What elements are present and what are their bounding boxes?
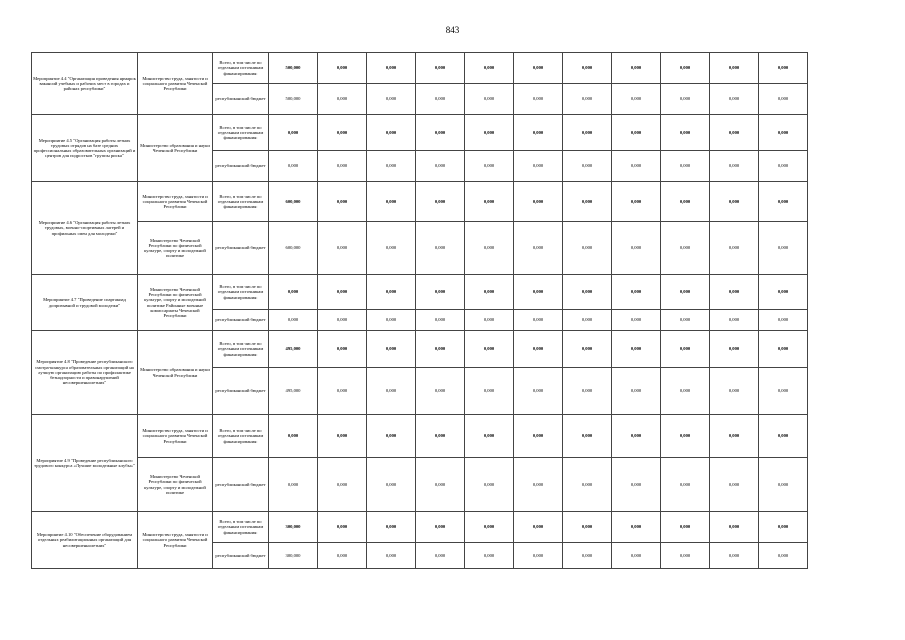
funding-total-label: Всего, в том числе по отдельным источникам финансирования: — [213, 115, 269, 151]
budget-value: 0,000 — [759, 84, 808, 115]
total-value: 0,000 — [563, 275, 612, 310]
budget-value: 0,000 — [661, 458, 710, 512]
event-total-row — [32, 182, 808, 222]
total-value: 0,000 — [367, 331, 416, 368]
total-value: 0,000 — [416, 115, 465, 151]
budget-value: 0,000 — [318, 368, 367, 415]
budget-value: 0,000 — [612, 84, 661, 115]
total-value: 0,000 — [465, 182, 514, 222]
total-value: 0,000 — [416, 331, 465, 368]
funding-total-label: Всего, в том числе по отдельным источникам финансирования: — [213, 512, 269, 543]
total-value: 0,000 — [661, 512, 710, 543]
budget-value: 0,000 — [759, 310, 808, 331]
executor: Министерство образования и науки Чеченской Республики — [138, 115, 213, 182]
budget-value: 0,000 — [465, 84, 514, 115]
total-value: 0,000 — [318, 512, 367, 543]
budget-value: 0,000 — [416, 222, 465, 275]
budget-value: 0,000 — [563, 151, 612, 182]
budget-value: 0,000 — [612, 458, 661, 512]
budget-value: 0,000 — [710, 151, 759, 182]
budget-value: 300,000 — [269, 543, 318, 569]
total-value: 0,000 — [318, 53, 367, 84]
total-value: 0,000 — [612, 53, 661, 84]
total-value: 0,000 — [367, 415, 416, 458]
total-value: 0,000 — [465, 53, 514, 84]
total-value: 0,000 — [563, 512, 612, 543]
funding-budget-label: республиканский бюджет — [213, 222, 269, 275]
budget-value: 0,000 — [612, 368, 661, 415]
budget-value: 0,000 — [367, 151, 416, 182]
total-value: 0,000 — [514, 53, 563, 84]
event-total-row — [32, 331, 808, 368]
total-value: 0,000 — [612, 331, 661, 368]
budget-value: 0,000 — [367, 543, 416, 569]
budget-value: 0,000 — [563, 222, 612, 275]
budget-value: 0,000 — [367, 222, 416, 275]
total-value: 0,000 — [367, 182, 416, 222]
budget-value: 0,000 — [563, 543, 612, 569]
budget-value: 0,000 — [759, 151, 808, 182]
total-value: 0,000 — [514, 182, 563, 222]
budget-value: 0,000 — [318, 310, 367, 331]
funding-budget-label: республиканский бюджет — [213, 151, 269, 182]
total-value: 0,000 — [269, 415, 318, 458]
executor: Министерство Чеченской Республики по физической культуре, спорту и молодежной политике — [138, 458, 213, 512]
total-value: 0,000 — [563, 182, 612, 222]
total-value: 0,000 — [465, 331, 514, 368]
total-value: 0,000 — [465, 115, 514, 151]
budget-value: 0,000 — [465, 222, 514, 275]
total-value: 0,000 — [318, 182, 367, 222]
total-value: 0,000 — [563, 53, 612, 84]
budget-value: 0,000 — [514, 368, 563, 415]
total-value: 0,000 — [318, 415, 367, 458]
budget-value: 0,000 — [514, 151, 563, 182]
total-value: 0,000 — [269, 115, 318, 151]
budget-value: 0,000 — [465, 368, 514, 415]
event-name: Мероприятие 4.6 "Организация работы летних трудовых, военно-спортивных лагерей и профильных смен для молодежи" — [32, 182, 138, 275]
budget-value: 0,000 — [710, 543, 759, 569]
total-value: 0,000 — [367, 53, 416, 84]
budget-value: 0,000 — [514, 222, 563, 275]
total-value: 0,000 — [318, 275, 367, 310]
event-name: Мероприятие 4.4 "Организация проведения ярмарок вакансий учебных и рабочих мест в городах и районах республики" — [32, 53, 138, 115]
total-value: 0,000 — [416, 275, 465, 310]
event-total-row — [32, 275, 808, 310]
budget-value: 0,000 — [269, 151, 318, 182]
total-value: 0,000 — [563, 415, 612, 458]
executor: Министерство образования и науки Чеченской Республики — [138, 331, 213, 415]
total-value: 0,000 — [318, 331, 367, 368]
budget-value: 0,000 — [318, 84, 367, 115]
total-value: 0,000 — [710, 182, 759, 222]
executor: Министерство труда, занятости и социального развития Чеченской Республики — [138, 53, 213, 115]
budget-value: 600,000 — [269, 222, 318, 275]
total-value: 0,000 — [759, 53, 808, 84]
total-value: 0,000 — [759, 115, 808, 151]
table-body — [32, 53, 808, 569]
budget-value: 0,000 — [710, 84, 759, 115]
budget-value: 0,000 — [661, 310, 710, 331]
total-value: 0,000 — [367, 512, 416, 543]
budget-value: 0,000 — [710, 368, 759, 415]
budget-value: 0,000 — [759, 368, 808, 415]
total-value: 0,000 — [710, 275, 759, 310]
budget-value: 0,000 — [465, 151, 514, 182]
budget-value: 0,000 — [416, 84, 465, 115]
executor: Министерство Чеченской Республики по физической культуре, спорту и молодежной политике Районные военные комиссариаты Чеченской Республики — [138, 275, 213, 331]
total-value: 0,000 — [269, 275, 318, 310]
total-value: 500,000 — [269, 53, 318, 84]
total-value: 0,000 — [661, 331, 710, 368]
total-value: 0,000 — [465, 512, 514, 543]
funding-total-label: Всего, в том числе по отдельным источникам финансирования: — [213, 275, 269, 310]
total-value: 0,000 — [759, 275, 808, 310]
budget-value: 0,000 — [563, 310, 612, 331]
event-name: Мероприятие 4.5 "Организация работы летних трудовых отрядов на базе средних профессиональных образовательных организаций и центров для подростков "группы риска" — [32, 115, 138, 182]
total-value: 0,000 — [563, 331, 612, 368]
total-value: 0,000 — [612, 415, 661, 458]
event-budget-row — [32, 458, 808, 512]
total-value: 0,000 — [710, 331, 759, 368]
event-budget-row — [32, 222, 808, 275]
funding-total-label: Всего, в том числе по отдельным источникам финансирования: — [213, 182, 269, 222]
funding-total-label: Всего, в том числе по отдельным источникам финансирования: — [213, 53, 269, 84]
budget-value: 0,000 — [710, 222, 759, 275]
page-number: 843 — [445, 25, 460, 35]
budget-value: 0,000 — [514, 310, 563, 331]
total-value: 0,000 — [514, 275, 563, 310]
event-name: Мероприятие 4.9 "Проведение республиканского трудового конкурса «Лучшие молодежные клубы»" — [32, 415, 138, 512]
budget-value: 0,000 — [514, 458, 563, 512]
funding-budget-label: республиканский бюджет — [213, 310, 269, 331]
budget-value: 0,000 — [759, 222, 808, 275]
total-value: 300,000 — [269, 512, 318, 543]
budget-value: 500,000 — [269, 84, 318, 115]
executor: Министерство труда, занятости и социального развития Чеченской Республики — [138, 415, 213, 458]
total-value: 0,000 — [612, 182, 661, 222]
total-value: 0,000 — [514, 331, 563, 368]
budget-value: 0,000 — [514, 84, 563, 115]
budget-value: 0,000 — [514, 543, 563, 569]
budget-value: 0,000 — [465, 458, 514, 512]
total-value: 0,000 — [710, 115, 759, 151]
budget-value: 0,000 — [661, 84, 710, 115]
budget-value: 0,000 — [367, 310, 416, 331]
budget-value: 0,000 — [612, 222, 661, 275]
budget-value: 0,000 — [416, 368, 465, 415]
total-value: 0,000 — [661, 182, 710, 222]
event-name: Мероприятие 4.8 "Проведение республиканского смотра-конкурса образовательных организаций на лучшую организацию работы по профилактике безнадзорности и правонарушений несовершеннолетних" — [32, 331, 138, 415]
budget-value: 0,000 — [759, 458, 808, 512]
budget-value: 0,000 — [416, 543, 465, 569]
budget-value: 0,000 — [416, 458, 465, 512]
total-value: 0,000 — [661, 115, 710, 151]
total-value: 0,000 — [367, 275, 416, 310]
executor: Министерство Чеченской Республики по физической культуре, спорту и молодежной политике — [138, 222, 213, 275]
budget-value: 0,000 — [563, 84, 612, 115]
total-value: 600,000 — [269, 182, 318, 222]
budget-value: 0,000 — [465, 310, 514, 331]
budget-value: 0,000 — [318, 543, 367, 569]
budget-value: 0,000 — [416, 151, 465, 182]
funding-total-label: Всего, в том числе по отдельным источникам финансирования: — [213, 331, 269, 368]
budget-value: 0,000 — [269, 458, 318, 512]
budget-value: 0,000 — [661, 151, 710, 182]
total-value: 0,000 — [661, 275, 710, 310]
total-value: 0,000 — [367, 115, 416, 151]
budget-value: 0,000 — [612, 310, 661, 331]
total-value: 495,000 — [269, 331, 318, 368]
total-value: 0,000 — [612, 115, 661, 151]
total-value: 0,000 — [612, 275, 661, 310]
total-value: 0,000 — [759, 182, 808, 222]
total-value: 0,000 — [710, 415, 759, 458]
total-value: 0,000 — [514, 415, 563, 458]
budget-value: 0,000 — [318, 458, 367, 512]
budget-value: 0,000 — [710, 458, 759, 512]
budget-value: 0,000 — [416, 310, 465, 331]
total-value: 0,000 — [465, 275, 514, 310]
funding-budget-label: республиканский бюджет — [213, 368, 269, 415]
total-value: 0,000 — [416, 53, 465, 84]
event-total-row — [32, 115, 808, 151]
total-value: 0,000 — [710, 512, 759, 543]
total-value: 0,000 — [416, 182, 465, 222]
budget-value: 495,000 — [269, 368, 318, 415]
total-value: 0,000 — [514, 115, 563, 151]
budget-value: 0,000 — [661, 543, 710, 569]
budget-value: 0,000 — [318, 222, 367, 275]
event-name: Мероприятие 4.7 "Проведение спартакиад допризывной и трудовой молодежи" — [32, 275, 138, 331]
budget-value: 0,000 — [367, 84, 416, 115]
total-value: 0,000 — [661, 53, 710, 84]
total-value: 0,000 — [416, 415, 465, 458]
budget-value: 0,000 — [759, 543, 808, 569]
budget-value: 0,000 — [318, 151, 367, 182]
budget-table — [31, 52, 808, 569]
total-value: 0,000 — [318, 115, 367, 151]
event-name: Мероприятие 4.10 "Обеспечение оборудованием отдельных реабилитационных организаций для несовершеннолетних" — [32, 512, 138, 569]
total-value: 0,000 — [710, 53, 759, 84]
budget-value: 0,000 — [465, 543, 514, 569]
total-value: 0,000 — [514, 512, 563, 543]
budget-value: 0,000 — [269, 310, 318, 331]
budget-value: 0,000 — [612, 543, 661, 569]
total-value: 0,000 — [759, 415, 808, 458]
budget-value: 0,000 — [661, 368, 710, 415]
budget-value: 0,000 — [612, 151, 661, 182]
total-value: 0,000 — [465, 415, 514, 458]
total-value: 0,000 — [612, 512, 661, 543]
funding-total-label: Всего, в том числе по отдельным источникам финансирования: — [213, 415, 269, 458]
budget-value: 0,000 — [563, 458, 612, 512]
budget-value: 0,000 — [661, 222, 710, 275]
budget-value: 0,000 — [563, 368, 612, 415]
executor: Министерство труда, занятости и социального развития Чеченской Республики — [138, 182, 213, 222]
executor: Министерство труда, занятости и социального развития Чеченской Республики — [138, 512, 213, 569]
budget-value: 0,000 — [367, 368, 416, 415]
budget-value: 0,000 — [710, 310, 759, 331]
funding-budget-label: республиканский бюджет — [213, 84, 269, 115]
funding-budget-label: республиканский бюджет — [213, 458, 269, 512]
total-value: 0,000 — [416, 512, 465, 543]
budget-value: 0,000 — [367, 458, 416, 512]
total-value: 0,000 — [661, 415, 710, 458]
total-value: 0,000 — [759, 331, 808, 368]
funding-budget-label: республиканский бюджет — [213, 543, 269, 569]
total-value: 0,000 — [563, 115, 612, 151]
event-total-row — [32, 415, 808, 458]
event-total-row — [32, 512, 808, 543]
event-total-row — [32, 53, 808, 84]
total-value: 0,000 — [759, 512, 808, 543]
